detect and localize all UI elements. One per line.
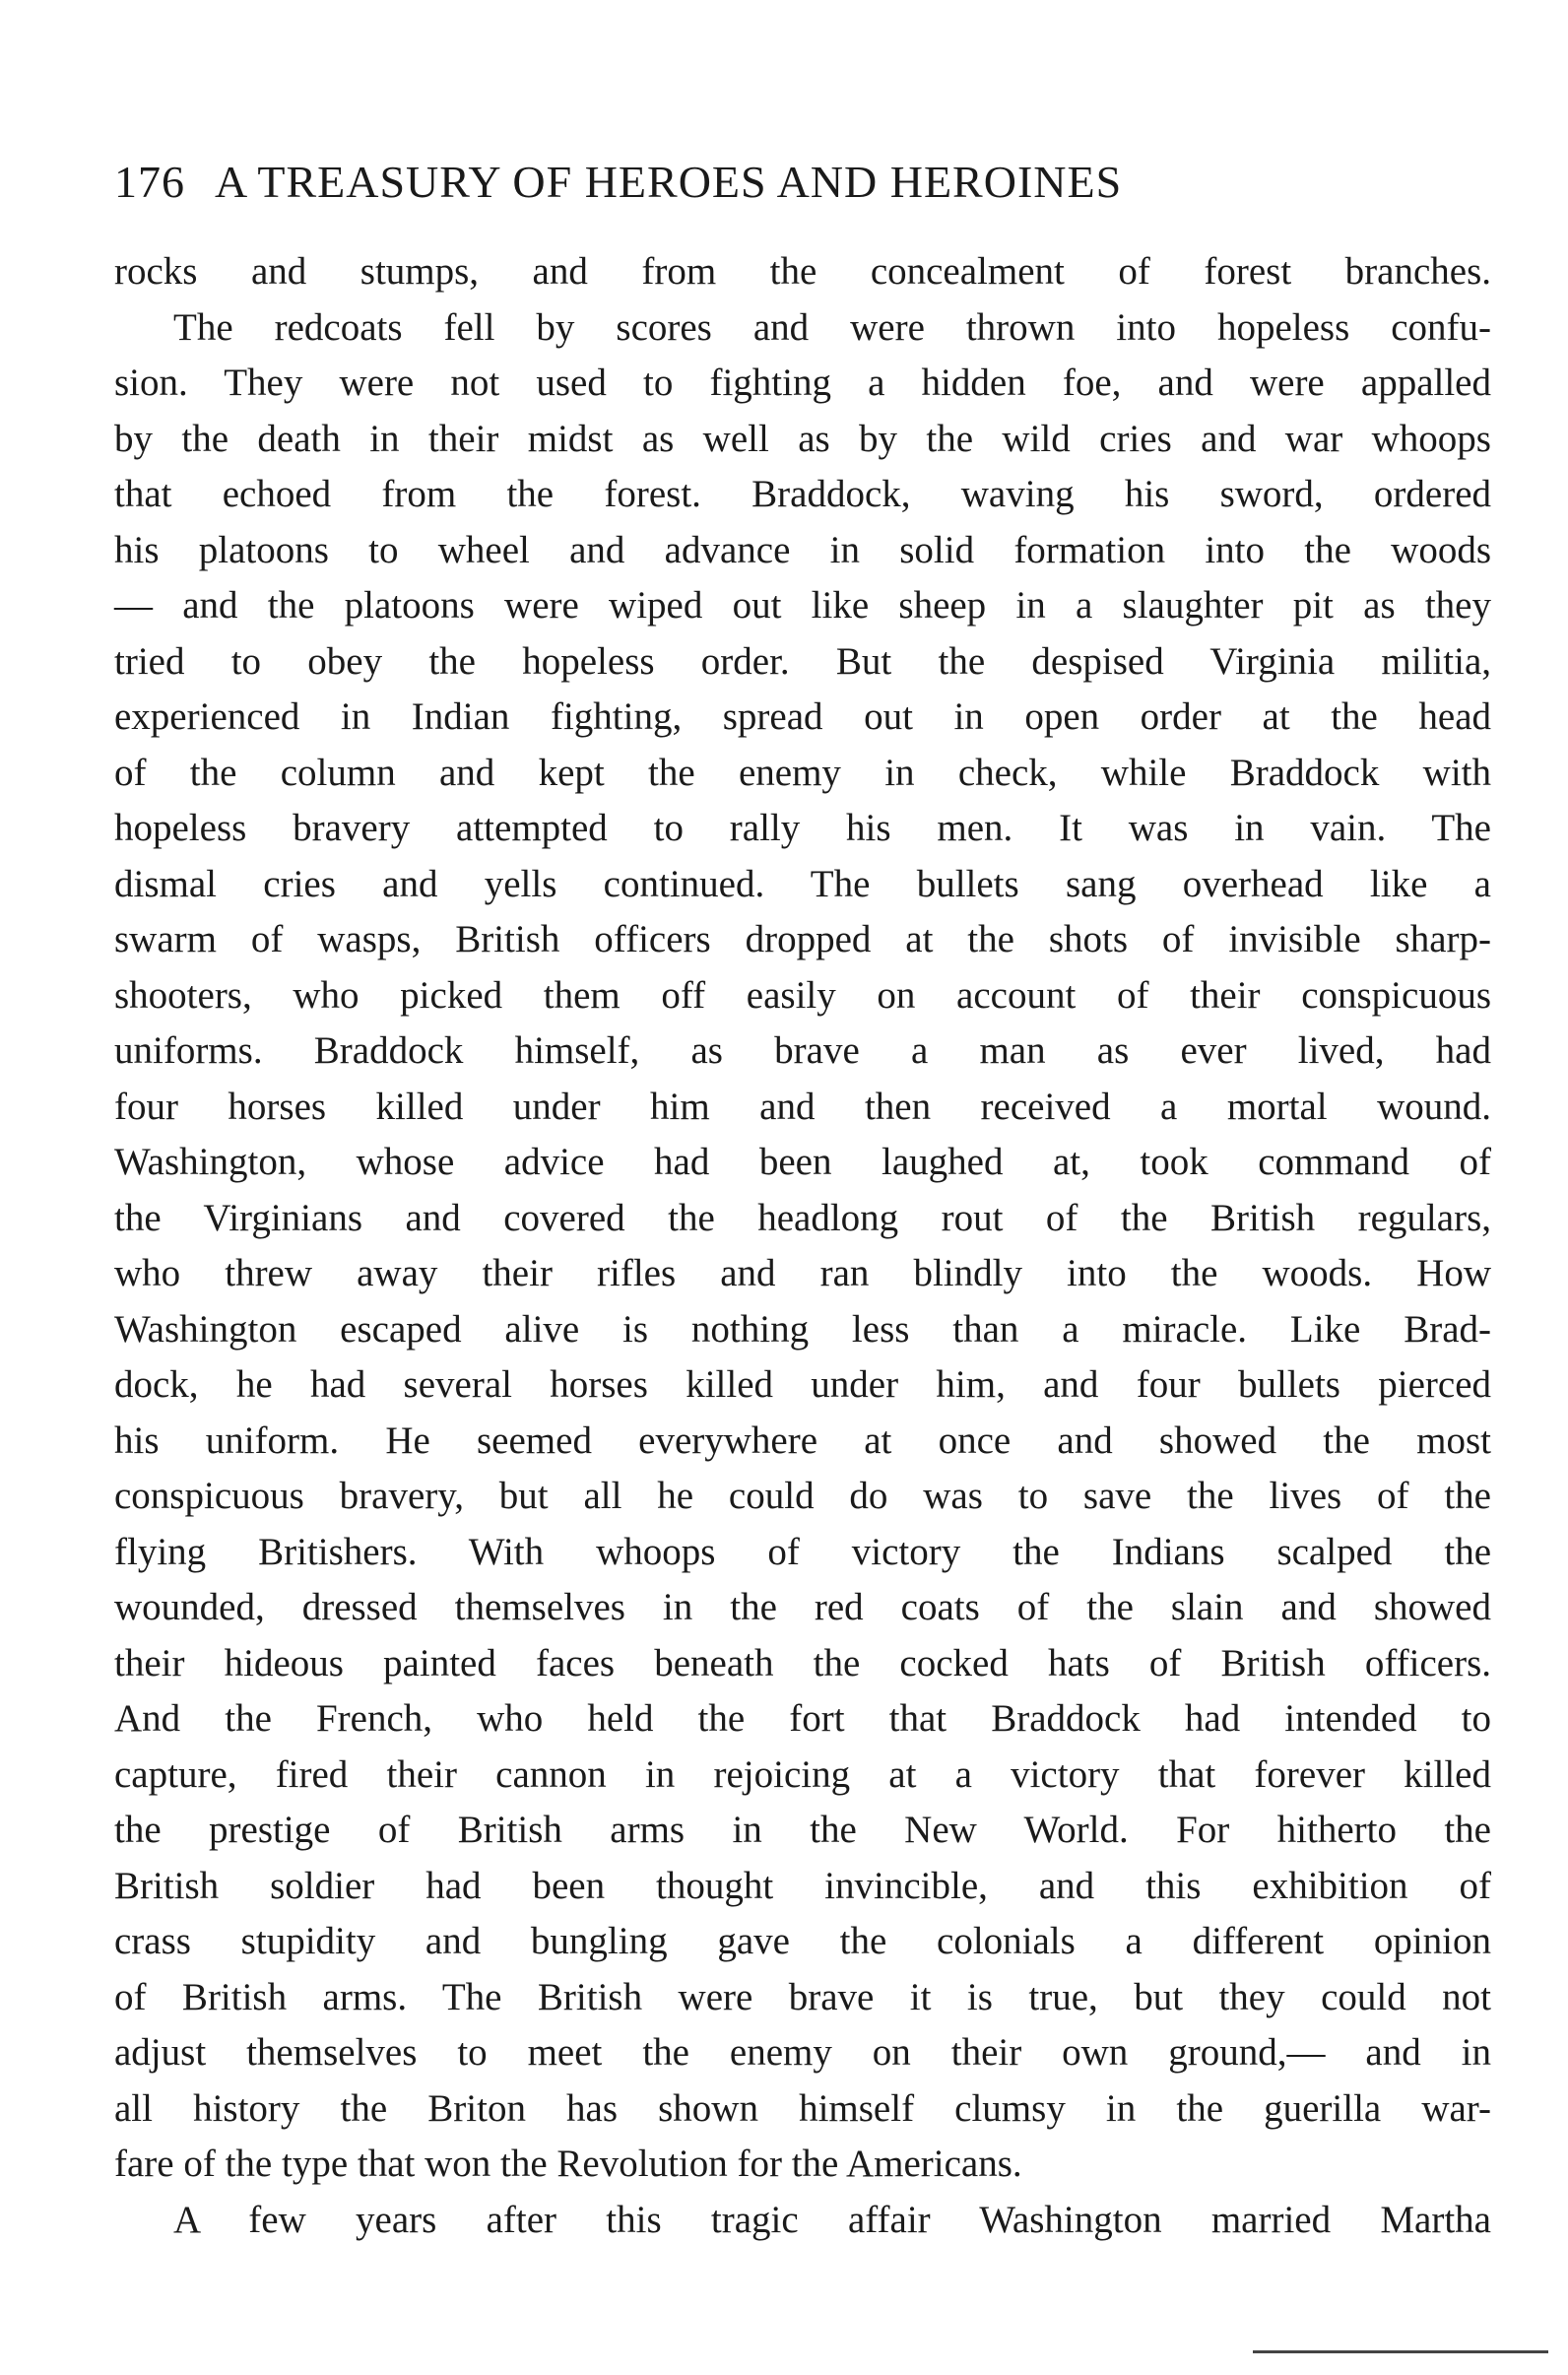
text-line: four horses killed under him and then received a mortal wound. [114, 1085, 1491, 1128]
text-line: flying Britishers. With whoops of victory the Indians scalped the [114, 1530, 1491, 1573]
text-line: by the death in their midst as well as by the wild cries and war whoops [114, 417, 1491, 460]
text-line: shooters, who picked them off easily on account of their conspicuous [114, 973, 1491, 1017]
text-line: hopeless bravery attempted to rally his men. It was in vain. The [114, 807, 1491, 849]
running-title: A TREASURY OF HEROES AND HEROINES [215, 157, 1123, 207]
text-line: wounded, dressed themselves in the red coats of the slain and showed [114, 1586, 1491, 1628]
text-line: Washington escaped alive is nothing less than a miracle. Like Brad- [114, 1307, 1491, 1351]
text-line: of the column and kept the enemy in check, while Braddock with [114, 751, 1491, 794]
text-line: — and the platoons were wiped out like sheep in a slaughter pit as they [114, 584, 1491, 627]
page-header [114, 156, 1493, 225]
text-line: the prestige of British arms in the New World. For hitherto the [114, 1809, 1491, 1851]
text-line: capture, fired their cannon in rejoicing at a victory that forever killed [114, 1752, 1491, 1796]
text-line: his platoons to wheel and advance in solid formation into the woods [114, 528, 1491, 571]
text-line: dismal cries and yells continued. The bullets sang overhead like a [114, 862, 1491, 905]
page-number: 176 [114, 157, 185, 207]
body-text [114, 244, 1491, 2248]
text-line: all history the Briton has shown himself clumsy in the guerilla war- [114, 2086, 1491, 2130]
text-line: British soldier had been thought invincible, and this exhibition of [114, 1864, 1491, 1907]
text-line: their hideous painted faces beneath the cocked hats of British officers. [114, 1641, 1491, 1684]
text-line: who threw away their rifles and ran blindly into the woods. How [114, 1252, 1491, 1294]
text-line: tried to obey the hopeless order. But the despised Virginia militia, [114, 639, 1491, 683]
text-line: that echoed from the forest. Braddock, waving his sword, ordered [114, 473, 1491, 515]
text-line: The redcoats fell by scores and were thrown into hopeless confu- [173, 305, 1491, 349]
text-line: And the French, who held the fort that Braddock had intended to [114, 1697, 1491, 1740]
text-line: uniforms. Braddock himself, as brave a man as ever lived, had [114, 1029, 1491, 1072]
text-line: adjust themselves to meet the enemy on their own ground,— and in [114, 2031, 1491, 2074]
text-line: dock, he had several horses killed under him, and four bullets pierced [114, 1363, 1491, 1406]
text-line: swarm of wasps, British officers dropped at the shots of invisible sharp- [114, 918, 1491, 960]
text-line: experienced in Indian fighting, spread out in open order at the head [114, 695, 1491, 738]
footer-rule [1253, 2350, 1548, 2353]
text-line: A few years after this tragic affair Washington married Martha [173, 2198, 1491, 2241]
text-line: his uniform. He seemed everywhere at once and showed the most [114, 1418, 1491, 1462]
text-line: of British arms. The British were brave it is true, but they could not [114, 1975, 1491, 2018]
text-line: conspicuous bravery, but all he could do was to save the lives of the [114, 1475, 1491, 1517]
text-line: the Virginians and covered the headlong rout of the British regulars, [114, 1196, 1491, 1239]
text-line: rocks and stumps, and from the concealment of forest branches. [114, 250, 1491, 293]
text-line: fare of the type that won the Revolution for the Americans. [114, 2143, 1022, 2185]
text-line: sion. They were not used to fighting a hidden foe, and were appalled [114, 362, 1491, 404]
text-line: Washington, whose advice had been laughed at, took command of [114, 1141, 1491, 1183]
text-line: crass stupidity and bungling gave the colonials a different opinion [114, 1920, 1491, 1962]
